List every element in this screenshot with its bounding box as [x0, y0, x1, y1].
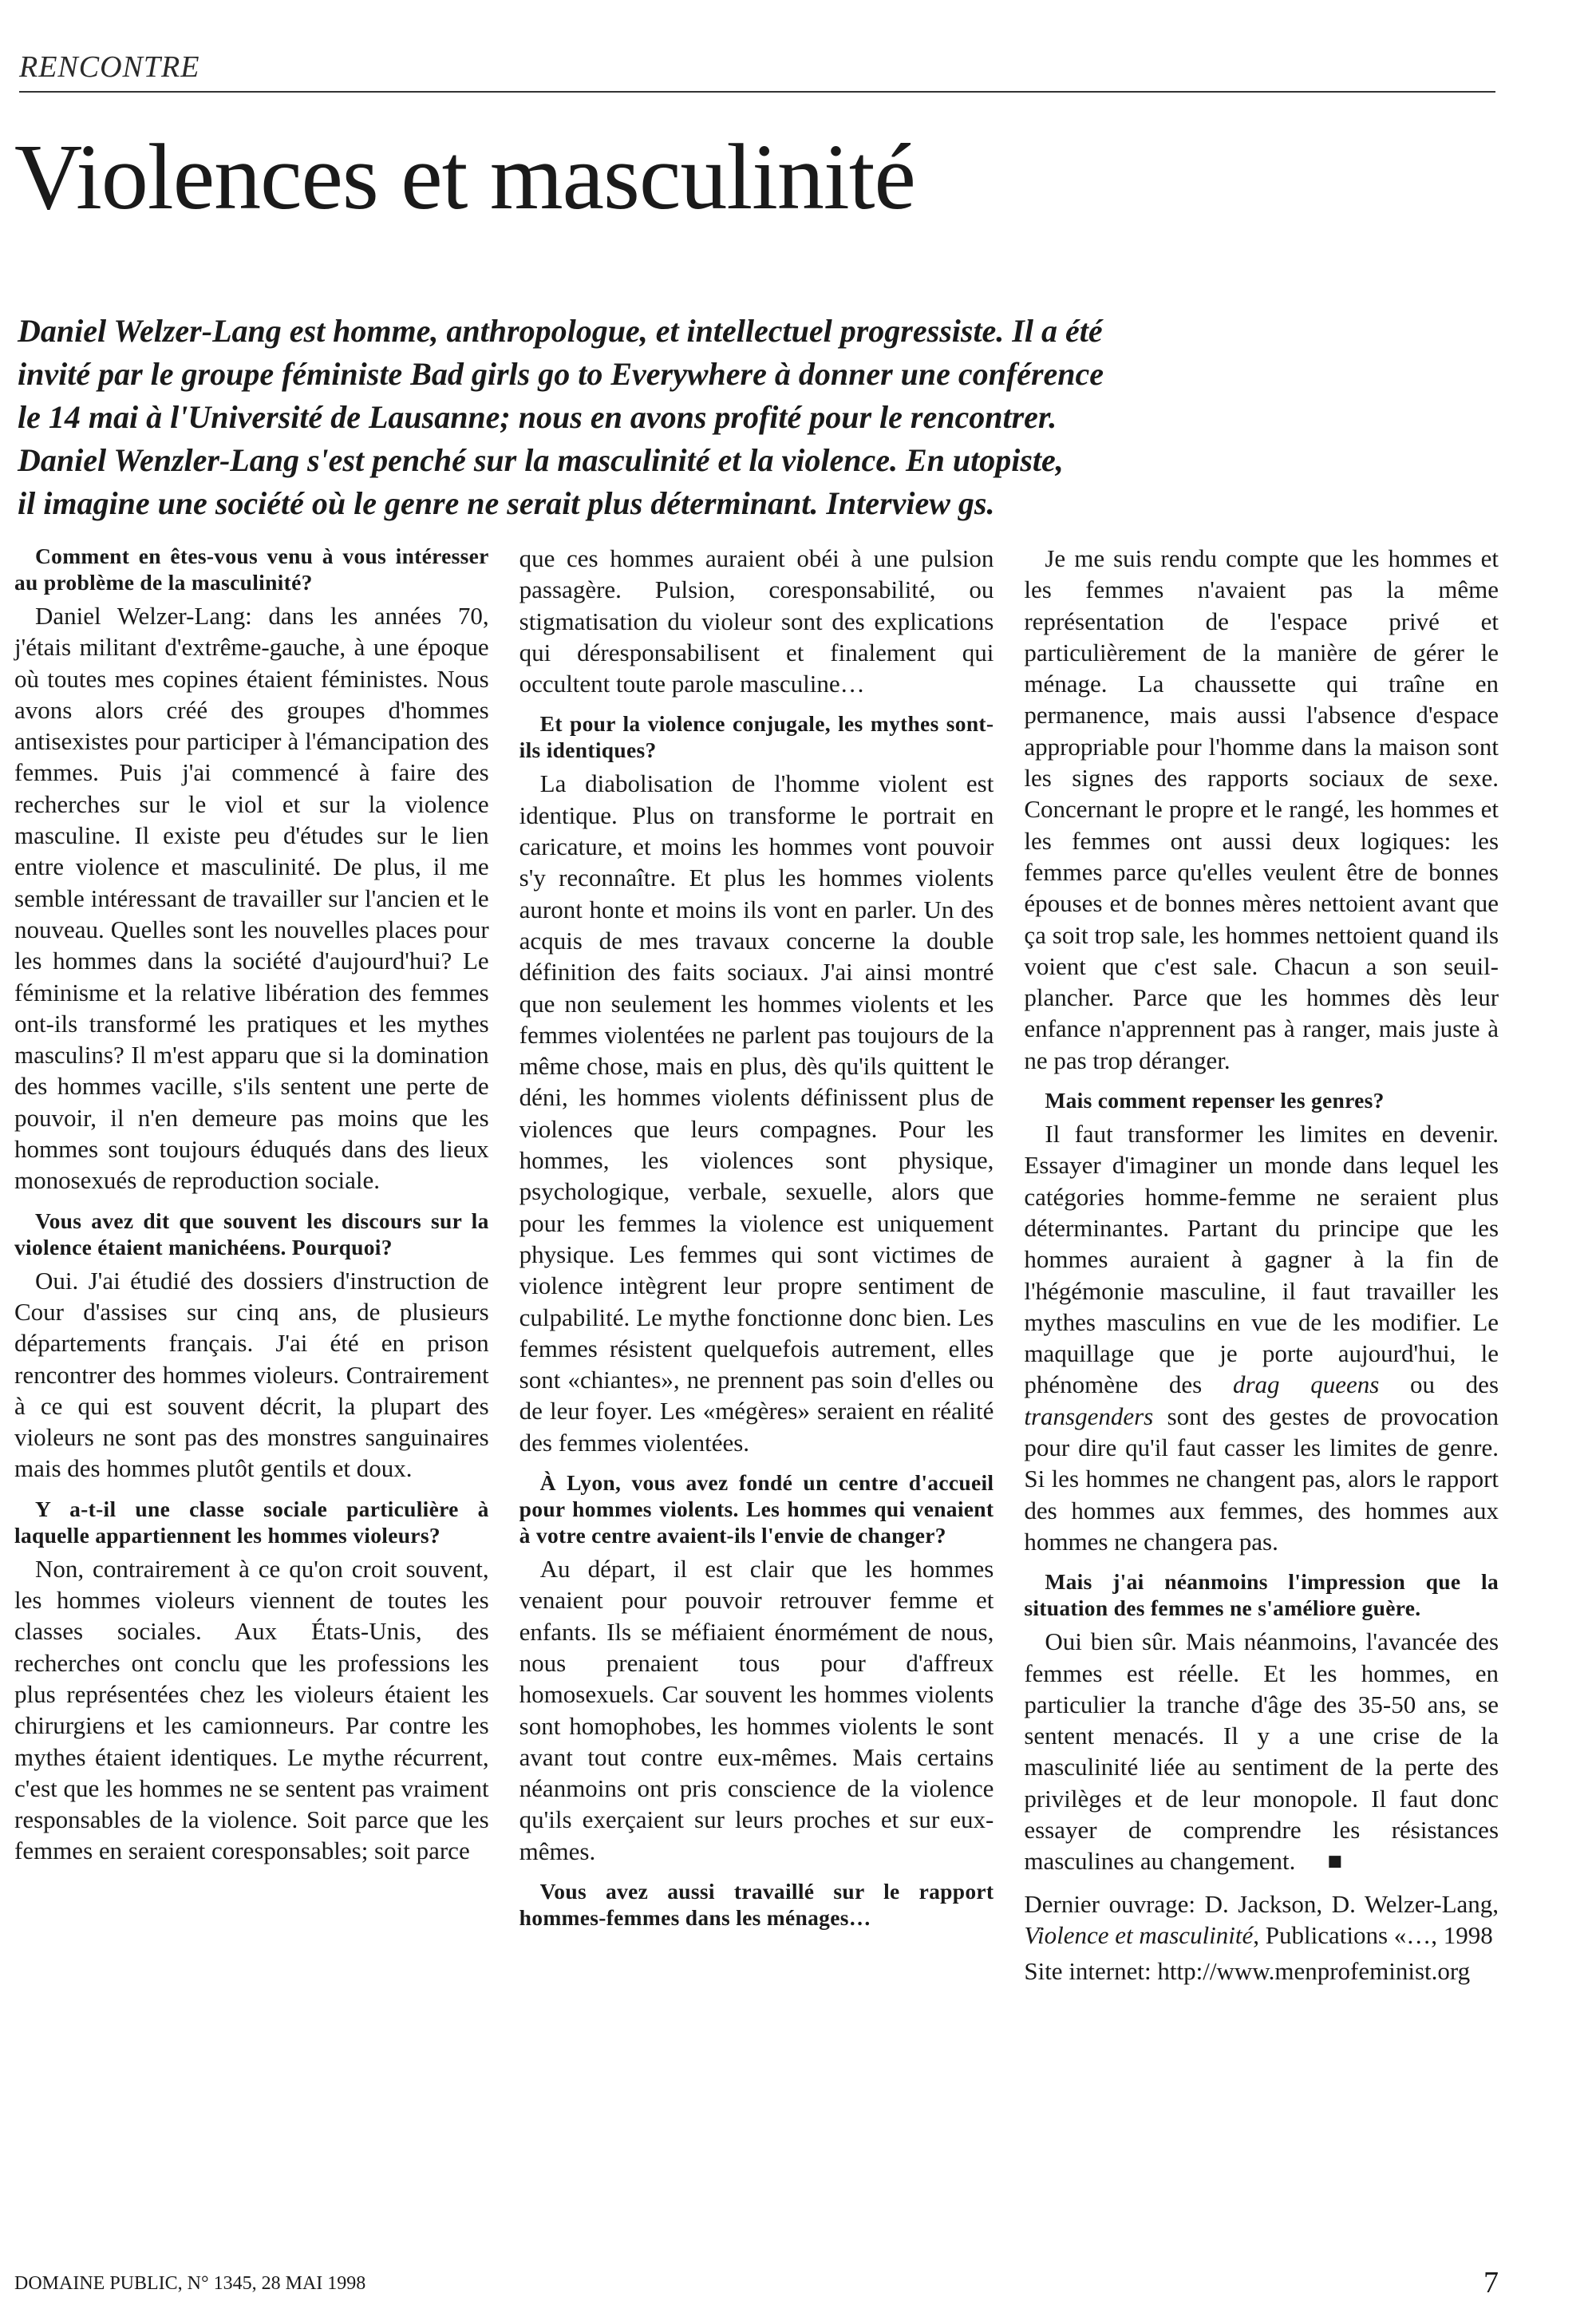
interview-question: Et pour la violence conjugale, les mythes sont-ils identiques? [519, 711, 994, 763]
article-body [14, 543, 1499, 2203]
answer-text: ou des [1379, 1370, 1499, 1399]
reference-note [1024, 1888, 1499, 1951]
reference-text: Dernier ouvrage: D. Jackson, D. Welzer-Lang, [1024, 1889, 1499, 1918]
interview-answer: Je me suis rendu compte que les hommes et les femmes n'avaient pas la même représentation de l'espace privé et particulièrement de la manière de gérer le ménage. La chaussette qui traîne en permanence, mais aussi l'absence d'espace appropriable pour l'homme dans la maison sont les signes des rapports sociaux de sexe. Concernant le propre et le rangé, les hommes et les femmes ont aussi deux logiques: les femmes parce qu'elles veulent être de bonnes épouses et de bonnes mères nettoient avant que ça soit trop sale, les hommes nettoient quand ils voient que c'est sale. Chacun a son seuil-plancher. Parce que les hommes dès leur enfance n'apprennent pas à ranger, mais juste à ne pas trop déranger. [1024, 544, 1499, 1074]
end-mark: ■ [1327, 1847, 1343, 1876]
lede-line: le 14 mai à l'Université de Lausanne; nous en avons profité pour le rencontrer. [18, 399, 1057, 435]
interview-answer: Au départ, il est clair que les hommes venaient pour pouvoir retrouver femme et enfants. Ils se méfiaient énormément de nous, nous prenaient tous pour d'affreux homosexuels. Car souvent les hommes violents sont homophobes, les hommes violents le sont avant tout contre eux-mêmes. Mais certains néanmoins ont pris conscience de la violence qu'ils exerçaient sur leurs proches et sur eux-mêmes. [519, 1555, 994, 1865]
interview-answer: La diabolisation de l'homme violent est identique. Plus on transforme le portrait en caricature, et moins les hommes vont pouvoir s'y reconnaître. Et plus les hommes violents auront honte et moins ils vont en parler. Un des acquis de mes travaux concerne la double définition des faits sociaux. J'ai ainsi montré que non seulement les hommes violents et les femmes violentées ne parlent pas toujours de la même chose, mais en plus, dès qu'ils quittent le déni, les hommes violents définissent plus de violences que leurs compagnes. Pour les hommes, les violences sont physique, psychologique, verbale, sexuelle, alors que pour les femmes la violence est uniquement physique. Les femmes qui sont victimes de violence intègrent leur propre sentiment de culpabilité. Le mythe fonctionne donc bien. Les femmes résistent quelquefois autrement, elles sont «chiantes», ne prennent pas soin d'elles ou de leur foyer. Les «mégères» seraient en réalité des femmes violentées. [519, 769, 994, 1457]
column-3 [1024, 543, 1499, 2203]
interview-answer [1024, 1118, 1499, 1557]
column-2 [519, 543, 994, 2203]
lede-line: invité par le groupe féministe Bad girls go to Everywhere à donner une conférence [18, 356, 1104, 392]
interview-answer [1024, 1626, 1499, 1876]
lede-line: Daniel Welzer-Lang est homme, anthropologue, et intellectuel progressiste. Il a été [18, 313, 1103, 349]
column-1 [14, 543, 489, 2203]
interview-question: Vous avez dit que souvent les discours sur la violence étaient manichéens. Pourquoi? [14, 1208, 489, 1259]
interview-answer: Daniel Welzer-Lang: dans les années 70, j'étais militant d'extrême-gauche, à une époque où toutes mes copines étaient féministes. Nous avons alors créé des groupes d'hommes antisexistes pour participer à l'émancipation des femmes. Puis j'ai commencé à faire des recherches sur le viol et sur la violence masculine. Il existe peu d'études sur le lien entre violence et masculinité. De plus, il me semble intéressant de travailler sur l'ancien et le nouveau. Quelles sont les nouvelles places pour les hommes dans la société d'aujourd'hui? Le féminisme et la relative libération des femmes ont-ils transformé les pratiques et les mythes masculins? Il m'est apparu que si la domination des hommes vacille, s'ils sentent une perte de pouvoir, il n'en demeure pas moins que les hommes sont toujours éduqués dans des lieux monosexués de reproduction sociale. [14, 602, 489, 1195]
article-lede [18, 310, 1494, 525]
page-number: 7 [1483, 2266, 1499, 2299]
interview-question: Comment en êtes-vous venu à vous intéresser au problème de la masculinité? [14, 544, 489, 595]
section-kicker: RENCONTRE [19, 49, 1495, 93]
interview-question: Mais j'ai néanmoins l'impression que la situation des femmes ne s'améliore guère. [1024, 1569, 1499, 1621]
website-note: Site internet: http://www.menprofeminist.org [1024, 1957, 1471, 1986]
reference-text: , Publications «…, 1998 [1253, 1920, 1493, 1949]
interview-answer-continued: que ces hommes auraient obéi à une pulsion passagère. Pulsion, coresponsabilité, ou stigmatisation du violeur sont des explications qui déresponsabilisent et finalement qui occultent toute parole masculine… [519, 544, 994, 698]
answer-text: Oui bien sûr. Mais néanmoins, l'avancée des femmes est réelle. Et les hommes, en particulier la tranche d'âge des 35-50 ans, se sentent menacés. Il y a une crise de la masculinité liée au sentiment de la perte des privilèges et de leur monopole. Il faut donc essayer de comprendre les résistances masculines au changement. [1024, 1627, 1499, 1876]
interview-answer: Non, contrairement à ce qu'on croit souvent, les hommes violeurs viennent de toutes les classes sociales. Aux États-Unis, des recherches ont conclu que les professions les plus représentées chez les violeurs étaient les chirurgiens et les camionneurs. Par contre les mythes étaient identiques. Le mythe récurrent, c'est que les hommes ne se sentent pas vraiment responsables de la violence. Soit parce que les femmes en seraient coresponsables; soit parce [14, 1554, 489, 1865]
interview-question: À Lyon, vous avez fondé un centre d'accueil pour hommes violents. Les hommes qui venaient à votre centre avaient-ils l'envie de changer? [519, 1470, 994, 1548]
interview-answer: Oui. J'ai étudié des dossiers d'instruction de Cour d'assises sur cinq ans, de plusieurs départements français. J'ai été en prison rencontrer des hommes violeurs. Contrairement à ce qui est souvent décrit, la plupart des violeurs ne sont pas des monstres sanguinaires mais des hommes plutôt gentils et doux. [14, 1266, 489, 1483]
article-headline: Violences et masculinité [14, 125, 915, 229]
answer-emphasis: transgenders [1024, 1402, 1154, 1430]
answer-emphasis: drag queens [1232, 1370, 1380, 1399]
interview-question: Mais comment repenser les genres? [1045, 1088, 1385, 1113]
lede-line: Daniel Wenzler-Lang s'est penché sur la masculinité et la violence. En utopiste, [18, 442, 1064, 478]
issue-info: DOMAINE PUBLIC, N° 1345, 28 MAI 1998 [14, 2273, 366, 2294]
answer-text: sont des gestes de provocation pour dire qu'il faut casser les limites de genre. Si les hommes ne changent pas, alors le rapport des hommes aux femmes, des hommes aux hommes ne changera pas. [1024, 1402, 1499, 1556]
reference-book-title: Violence et masculinité [1024, 1920, 1254, 1949]
interview-question: Y a-t-il une classe sociale particulière à laquelle appartiennent les hommes violeurs? [14, 1496, 489, 1548]
interview-question: Vous avez aussi travaillé sur le rapport hommes-femmes dans les ménages… [519, 1878, 994, 1930]
lede-line: il imagine une société où le genre ne serait plus déterminant. Interview gs. [18, 485, 995, 521]
page-footer [14, 2266, 1499, 2300]
answer-text: Il faut transformer les limites en devenir. Essayer d'imaginer un monde dans lequel les catégories homme-femme ne seraient plus déterminantes. Partant du principe que les hommes auraient à gagner à la fin de l'hégémonie masculine, il faut travailler les mythes masculins en vue de les modifier. Le maquillage que je porte aujourd'hui, le phénomène des [1024, 1120, 1499, 1399]
